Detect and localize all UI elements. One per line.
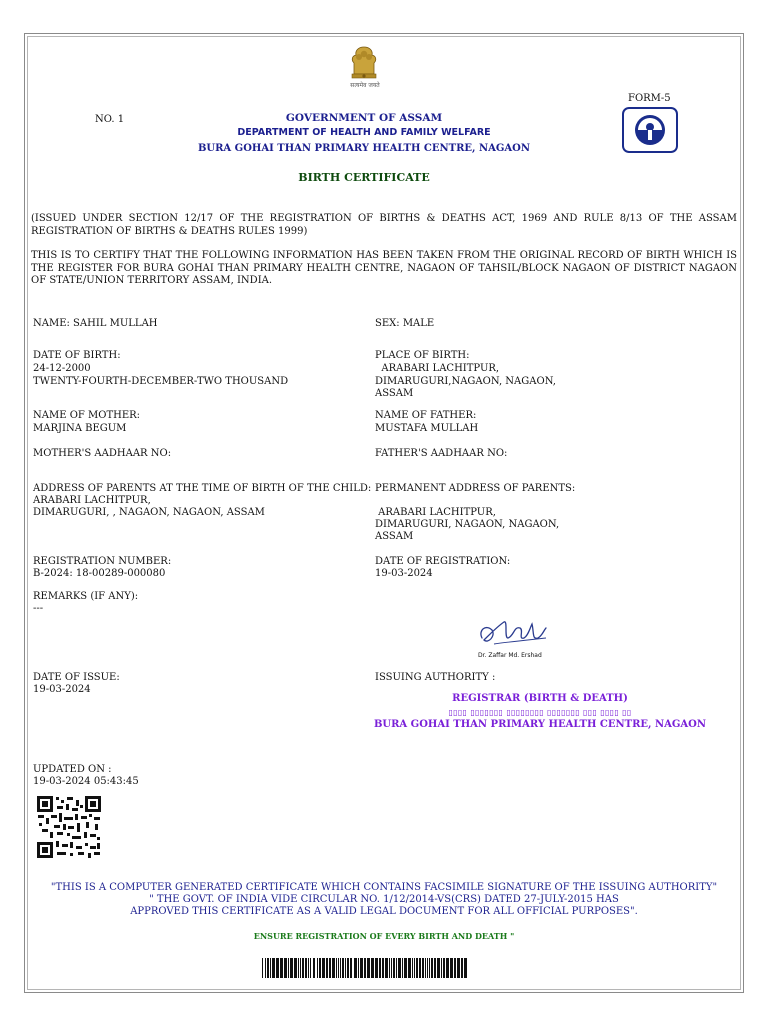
certificate-title: BIRTH CERTIFICATE	[298, 171, 430, 184]
issuing-authority-label: ISSUING AUTHORITY :	[375, 672, 496, 683]
barcode-bar	[375, 958, 378, 978]
updated-on-value: 19-03-2024 05:43:45	[33, 776, 139, 787]
barcode-bar	[379, 958, 381, 978]
barcode-bar	[288, 958, 289, 978]
barcode-bar	[382, 958, 384, 978]
government-title: GOVERNMENT OF ASSAM	[285, 112, 443, 124]
barcode-bar	[408, 958, 411, 978]
barcode-bar	[319, 958, 321, 978]
dob-label: DATE OF BIRTH:	[33, 350, 121, 361]
barcode-bar	[454, 958, 456, 978]
barcode-bar	[290, 958, 293, 978]
remarks-label: REMARKS (IF ANY):	[33, 591, 139, 602]
barcode-bar	[294, 958, 297, 978]
barcode-bar	[443, 958, 445, 978]
barcode-bar	[396, 958, 397, 978]
barcode-bar	[300, 958, 301, 978]
barcode-bar	[437, 958, 440, 978]
barcode-bar	[302, 958, 304, 978]
barcode-bar	[385, 958, 388, 978]
barcode-bar	[354, 958, 357, 978]
footer-line2: " THE GOVT. OF INDIA VIDE CIRCULAR NO. 1/12/2014-VS(CRS) DATED 27-JULY-2015 HAS	[149, 894, 619, 905]
pob-line2: DIMARUGURI,NAGAON, NAGAON,	[375, 376, 556, 387]
father-value: MUSTAFA MULLAH	[375, 423, 479, 434]
barcode-bar	[425, 958, 426, 978]
footer-line1: "THIS IS A COMPUTER GENERATED CERTIFICATE WHICH CONTAINS FACSIMILE SIGNATURE OF THE ISSUING AUTHORITY"	[50, 882, 718, 893]
certify-statement: THIS IS TO CERTIFY THAT THE FOLLOWING INFORMATION HAS BEEN TAKEN FROM THE ORIGINAL RECORD OF BIRTH WHICH IS THE REGISTER FOR BURA GOHAI THAN PRIMARY HEALTH CENTRE, NAGAON OF TAHSIL/BLOCK NAGAON OF DISTRICT NAGAON OF STATE/UNION TERRITORY ASSAM, INDIA.	[31, 250, 737, 287]
barcode-bar	[461, 958, 463, 978]
barcode-bar	[345, 958, 346, 978]
barcode-bar	[276, 958, 279, 978]
barcode-bar	[284, 958, 287, 978]
barcode-bar	[340, 958, 341, 978]
barcode-bar	[412, 958, 413, 978]
registrar-title: REGISTRAR (BIRTH & DEATH)	[452, 693, 628, 704]
pob-label: PLACE OF BIRTH:	[375, 350, 470, 361]
mother-value: MARJINA BEGUM	[33, 423, 127, 434]
barcode-bar	[446, 958, 449, 978]
barcode-bar	[393, 958, 395, 978]
barcode-bar	[464, 958, 467, 978]
barcode-bar	[347, 958, 349, 978]
barcode-bar	[416, 958, 418, 978]
barcode-bar	[308, 958, 309, 978]
barcode-bar	[342, 958, 344, 978]
remarks-value: ---	[33, 603, 44, 614]
barcode-bar	[265, 958, 266, 978]
form-number: FORM-5	[628, 93, 671, 104]
signature-image	[474, 608, 554, 658]
signatory-name: Dr. Zaffar Md. Ershad	[478, 652, 542, 659]
father-label: NAME OF FATHER:	[375, 410, 477, 421]
issued-under-statement: (ISSUED UNDER SECTION 12/17 OF THE REGISTRATION OF BIRTHS & DEATHS ACT, 1969 AND RULE 8/13 OF THE ASSAM REGISTRATION OF BIRTHS & DEATHS RULES 1999)	[31, 213, 737, 237]
registrar-centre: BURA GOHAI THAN PRIMARY HEALTH CENTRE, NAGAON	[373, 719, 707, 730]
birth-address-line1: ARABARI LACHITPUR,	[33, 495, 151, 506]
barcode-bar	[280, 958, 283, 978]
mother-aadhaar: MOTHER'S AADHAAR NO:	[33, 448, 172, 459]
child-name: NAME: SAHIL MULLAH	[33, 318, 158, 329]
mother-label: NAME OF MOTHER:	[33, 410, 141, 421]
permanent-address-line1: ARABARI LACHITPUR,	[375, 507, 496, 518]
department-title: DEPARTMENT OF HEALTH AND FAMILY WELFARE	[237, 127, 491, 138]
barcode-bar	[367, 958, 370, 978]
certificate-number: NO. 1	[95, 114, 125, 125]
barcode-bar	[429, 958, 430, 978]
barcode-bar	[336, 958, 337, 978]
barcode-bar	[358, 958, 359, 978]
barcode-bar	[402, 958, 403, 978]
barcode-bar	[262, 958, 263, 978]
barcode-bar	[441, 958, 442, 978]
barcode-bar	[322, 958, 325, 978]
permanent-address-label: PERMANENT ADDRESS OF PARENTS:	[375, 483, 576, 494]
barcode-bar	[364, 958, 366, 978]
barcode-bar	[371, 958, 374, 978]
registration-slogan: ENSURE REGISTRATION OF EVERY BIRTH AND DEATH "	[253, 931, 515, 941]
father-aadhaar: FATHER'S AADHAAR NO:	[375, 448, 508, 459]
barcode-bar	[326, 958, 328, 978]
dob-value: 24-12-2000	[33, 363, 91, 374]
barcode-bar	[329, 958, 331, 978]
barcode-bar	[457, 958, 460, 978]
registrar-title-regional: ▯▯▯▯ ▯▯▯▯▯▯▯ ▯▯▯▯▯▯▯▯ ▯▯▯▯▯▯▯ ▯▯▯ ▯▯▯▯ ▯▯	[448, 707, 632, 717]
barcode-bar	[305, 958, 307, 978]
registration-date-value: 19-03-2024	[375, 568, 433, 579]
registration-number-value: B-2024: 18-00289-000080	[33, 568, 166, 579]
barcode-bar	[404, 958, 407, 978]
issue-date-label: DATE OF ISSUE:	[33, 672, 120, 683]
permanent-address-line3: ASSAM	[375, 531, 414, 542]
barcode-bar	[272, 958, 275, 978]
barcode-bar	[391, 958, 392, 978]
barcode-bar	[310, 958, 311, 978]
updated-on-label: UPDATED ON :	[33, 764, 112, 775]
barcode-bar	[419, 958, 421, 978]
barcode-bar	[338, 958, 339, 978]
barcode-bar	[360, 958, 363, 978]
registration-number-label: REGISTRATION NUMBER:	[33, 556, 172, 567]
barcode-bar	[267, 958, 269, 978]
barcode-bar	[389, 958, 390, 978]
motto: सत्यमेव जयते	[350, 82, 380, 89]
barcode-bar	[434, 958, 436, 978]
barcode-bar	[422, 958, 424, 978]
crs-logo-icon	[622, 107, 678, 153]
barcode-bar	[350, 958, 352, 978]
permanent-address-line2: DIMARUGURI, NAGAON, NAGAON,	[375, 519, 560, 530]
qr-code-icon	[37, 796, 101, 858]
barcode-bar	[298, 958, 299, 978]
barcode-bar	[313, 958, 315, 978]
centre-title: BURA GOHAI THAN PRIMARY HEALTH CENTRE, NAGAON	[197, 143, 531, 154]
pob-line1: ARABARI LACHITPUR,	[375, 363, 500, 374]
barcode-bar	[270, 958, 271, 978]
birth-address-line2: DIMARUGURI, , NAGAON, NAGAON, ASSAM	[33, 507, 265, 518]
birth-address-label: ADDRESS OF PARENTS AT THE TIME OF BIRTH OF THE CHILD:	[33, 483, 372, 494]
barcode-bar	[332, 958, 335, 978]
registration-date-label: DATE OF REGISTRATION:	[375, 556, 511, 567]
footer-line3: APPROVED THIS CERTIFICATE AS A VALID LEGAL DOCUMENT FOR ALL OFFICIAL PURPOSES".	[130, 906, 638, 917]
barcode-bar	[317, 958, 318, 978]
barcode-icon	[262, 958, 468, 978]
barcode-bar	[414, 958, 415, 978]
barcode-bar	[450, 958, 453, 978]
barcode-bar	[427, 958, 428, 978]
dob-words: TWENTY-FOURTH-DECEMBER-TWO THOUSAND	[33, 376, 289, 387]
sex: SEX: MALE	[375, 318, 435, 329]
issue-date-value: 19-03-2024	[33, 684, 91, 695]
barcode-bar	[431, 958, 433, 978]
barcode-bar	[398, 958, 401, 978]
pob-line3: ASSAM	[375, 388, 414, 399]
